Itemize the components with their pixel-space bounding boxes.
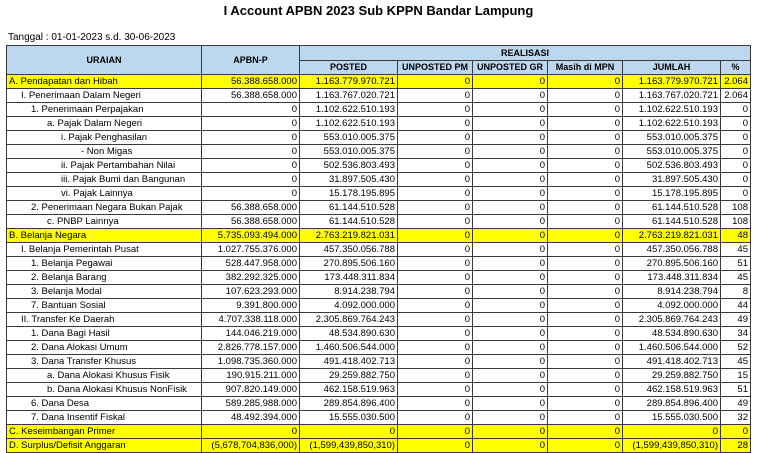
percent-cell: 32 xyxy=(721,411,751,425)
unposted-pm-cell: 0 xyxy=(398,117,473,131)
masih-mpn-cell: 0 xyxy=(548,383,623,397)
unposted-gr-cell: 0 xyxy=(473,425,548,439)
posted-cell: 270.895.506.160 xyxy=(300,257,398,271)
table-row xyxy=(7,117,751,131)
unposted-gr-cell: 0 xyxy=(473,145,548,159)
header-jumlah: JUMLAH xyxy=(623,60,721,75)
apbn-cell: 0 xyxy=(202,117,300,131)
jumlah-cell: 1.163.767.020.721 xyxy=(623,89,721,103)
jumlah-cell: 1.102.622.510.193 xyxy=(623,117,721,131)
unposted-gr-cell: 0 xyxy=(473,229,548,243)
masih-mpn-cell: 0 xyxy=(548,103,623,117)
row-label: A. Pendapatan dan Hibah xyxy=(7,75,202,89)
percent-cell: 108 xyxy=(721,215,751,229)
header-uraian: URAIAN xyxy=(7,46,202,75)
unposted-pm-cell: 0 xyxy=(398,75,473,89)
percent-cell: 52 xyxy=(721,341,751,355)
unposted-pm-cell: 0 xyxy=(398,369,473,383)
unposted-pm-cell: 0 xyxy=(398,243,473,257)
unposted-pm-cell: 0 xyxy=(398,285,473,299)
apbn-cell: 0 xyxy=(202,425,300,439)
date-range: Tanggal : 01-01-2023 s.d. 30-06-2023 xyxy=(8,32,176,43)
unposted-gr-cell: 0 xyxy=(473,187,548,201)
unposted-gr-cell: 0 xyxy=(473,411,548,425)
jumlah-cell: 289.854.896.400 xyxy=(623,397,721,411)
unposted-gr-cell: 0 xyxy=(473,299,548,313)
jumlah-cell: 2.763.219.821.031 xyxy=(623,229,721,243)
apbn-cell: 56.388.658.000 xyxy=(202,201,300,215)
jumlah-cell: 173.448.311.834 xyxy=(623,271,721,285)
jumlah-cell: 61.144.510.528 xyxy=(623,201,721,215)
row-label: D. Surplus/Defisit Anggaran xyxy=(7,439,202,453)
percent-cell: 108 xyxy=(721,201,751,215)
percent-cell: 45 xyxy=(721,355,751,369)
percent-cell: 2.064 xyxy=(721,89,751,103)
table-row xyxy=(7,439,751,453)
row-label: 1. Penerimaan Perpajakan xyxy=(7,103,202,117)
apbn-cell: 907.820.149.000 xyxy=(202,383,300,397)
jumlah-cell: 4.092.000.000 xyxy=(623,299,721,313)
masih-mpn-cell: 0 xyxy=(548,327,623,341)
header-unposted-pm: UNPOSTED PM xyxy=(398,60,473,75)
unposted-gr-cell: 0 xyxy=(473,285,548,299)
unposted-gr-cell: 0 xyxy=(473,341,548,355)
header-masih-di-mpn: Masih di MPN xyxy=(548,60,623,75)
jumlah-cell: 15.555.030.500 xyxy=(623,411,721,425)
table-row xyxy=(7,243,751,257)
apbn-cell: 382.292.325.000 xyxy=(202,271,300,285)
jumlah-cell: 1.102.622.510.193 xyxy=(623,103,721,117)
row-label: 2. Penerimaan Negara Bukan Pajak xyxy=(7,201,202,215)
unposted-pm-cell: 0 xyxy=(398,103,473,117)
apbn-cell: 0 xyxy=(202,173,300,187)
unposted-gr-cell: 0 xyxy=(473,131,548,145)
header-posted: POSTED xyxy=(300,60,398,75)
jumlah-cell: 15.178.195.895 xyxy=(623,187,721,201)
row-label: C. Keseimbangan Primer xyxy=(7,425,202,439)
unposted-gr-cell: 0 xyxy=(473,327,548,341)
jumlah-cell: 61.144.510.528 xyxy=(623,215,721,229)
row-label: I. Penerimaan Dalam Negeri xyxy=(7,89,202,103)
row-label: B. Belanja Negara xyxy=(7,229,202,243)
masih-mpn-cell: 0 xyxy=(548,201,623,215)
row-label: vi. Pajak Lainnya xyxy=(7,187,202,201)
apbn-cell: 4.707.338.118.000 xyxy=(202,313,300,327)
table-row xyxy=(7,103,751,117)
jumlah-cell: 491.418.402.713 xyxy=(623,355,721,369)
table-row xyxy=(7,145,751,159)
posted-cell: 61.144.510.528 xyxy=(300,215,398,229)
posted-cell: 0 xyxy=(300,425,398,439)
unposted-gr-cell: 0 xyxy=(473,383,548,397)
masih-mpn-cell: 0 xyxy=(548,271,623,285)
posted-cell: 1.102.622.510.193 xyxy=(300,117,398,131)
percent-cell: 0 xyxy=(721,187,751,201)
table-row xyxy=(7,187,751,201)
masih-mpn-cell: 0 xyxy=(548,341,623,355)
percent-cell: 0 xyxy=(721,173,751,187)
jumlah-cell: 553.010.005.375 xyxy=(623,145,721,159)
posted-cell: 48.534.890.630 xyxy=(300,327,398,341)
jumlah-cell: 8.914.238.794 xyxy=(623,285,721,299)
row-label: 3. Dana Transfer Khusus xyxy=(7,355,202,369)
masih-mpn-cell: 0 xyxy=(548,369,623,383)
apbn-cell: (5,678,704,836,000) xyxy=(202,439,300,453)
posted-cell: 2.305.869.764.243 xyxy=(300,313,398,327)
apbn-cell: 0 xyxy=(202,187,300,201)
unposted-pm-cell: 0 xyxy=(398,145,473,159)
unposted-pm-cell: 0 xyxy=(398,439,473,453)
jumlah-cell: (1,599,439,850,310) xyxy=(623,439,721,453)
report-title: I Account APBN 2023 Sub KPPN Bandar Lampung xyxy=(223,3,534,18)
table-row xyxy=(7,271,751,285)
header-unposted-gr: UNPOSTED GR xyxy=(473,60,548,75)
apbn-cell: 0 xyxy=(202,159,300,173)
posted-cell: 1.163.779.970.721 xyxy=(300,75,398,89)
percent-cell: 0 xyxy=(721,117,751,131)
apbn-cell: 589.285.988.000 xyxy=(202,397,300,411)
row-label: a. Pajak Dalam Negeri xyxy=(7,117,202,131)
table-row xyxy=(7,131,751,145)
unposted-gr-cell: 0 xyxy=(473,397,548,411)
jumlah-cell: 0 xyxy=(623,425,721,439)
apbn-cell: 0 xyxy=(202,103,300,117)
unposted-pm-cell: 0 xyxy=(398,131,473,145)
row-label: 2. Dana Alokasi Umum xyxy=(7,341,202,355)
percent-cell: 51 xyxy=(721,257,751,271)
posted-cell: 1.460.506.544.000 xyxy=(300,341,398,355)
unposted-gr-cell: 0 xyxy=(473,173,548,187)
posted-cell: 15.178.195.895 xyxy=(300,187,398,201)
unposted-pm-cell: 0 xyxy=(398,383,473,397)
table-row xyxy=(7,425,751,439)
masih-mpn-cell: 0 xyxy=(548,75,623,89)
jumlah-cell: 2.305.869.764.243 xyxy=(623,313,721,327)
posted-cell: 2.763.219.821.031 xyxy=(300,229,398,243)
apbn-cell: 48.492.394.000 xyxy=(202,411,300,425)
percent-cell: 44 xyxy=(721,299,751,313)
table-row xyxy=(7,215,751,229)
report-table xyxy=(6,45,751,453)
percent-cell: 0 xyxy=(721,145,751,159)
row-label: 2. Belanja Barang xyxy=(7,271,202,285)
posted-cell: 173.448.311.834 xyxy=(300,271,398,285)
unposted-pm-cell: 0 xyxy=(398,173,473,187)
row-label: 3. Belanja Modal xyxy=(7,285,202,299)
percent-cell: 45 xyxy=(721,243,751,257)
unposted-gr-cell: 0 xyxy=(473,117,548,131)
apbn-cell: 1.027.755.376.000 xyxy=(202,243,300,257)
row-label: ii. Pajak Pertambahan Nilai xyxy=(7,159,202,173)
unposted-gr-cell: 0 xyxy=(473,369,548,383)
row-label: - Non Migas xyxy=(7,145,202,159)
unposted-pm-cell: 0 xyxy=(398,257,473,271)
row-label: I. Belanja Pemerintah Pusat xyxy=(7,243,202,257)
posted-cell: 289.854.896.400 xyxy=(300,397,398,411)
unposted-pm-cell: 0 xyxy=(398,201,473,215)
percent-cell: 0 xyxy=(721,159,751,173)
unposted-pm-cell: 0 xyxy=(398,187,473,201)
apbn-cell: 56.388.658.000 xyxy=(202,89,300,103)
table-row xyxy=(7,173,751,187)
table-row xyxy=(7,313,751,327)
jumlah-cell: 48.534.890.630 xyxy=(623,327,721,341)
masih-mpn-cell: 0 xyxy=(548,131,623,145)
unposted-gr-cell: 0 xyxy=(473,271,548,285)
unposted-pm-cell: 0 xyxy=(398,159,473,173)
unposted-gr-cell: 0 xyxy=(473,201,548,215)
apbn-cell: 190.915.211.000 xyxy=(202,369,300,383)
table-row xyxy=(7,201,751,215)
jumlah-cell: 29.259.882.750 xyxy=(623,369,721,383)
unposted-gr-cell: 0 xyxy=(473,75,548,89)
posted-cell: 457.350.056.788 xyxy=(300,243,398,257)
table-row xyxy=(7,257,751,271)
row-label: a. Dana Alokasi Khusus Fisik xyxy=(7,369,202,383)
percent-cell: 15 xyxy=(721,369,751,383)
percent-cell: 48 xyxy=(721,229,751,243)
posted-cell: 553.010.005.375 xyxy=(300,131,398,145)
masih-mpn-cell: 0 xyxy=(548,299,623,313)
jumlah-cell: 553.010.005.375 xyxy=(623,131,721,145)
percent-cell: 2.064 xyxy=(721,75,751,89)
apbn-cell: 2.826.778.157.000 xyxy=(202,341,300,355)
unposted-pm-cell: 0 xyxy=(398,411,473,425)
masih-mpn-cell: 0 xyxy=(548,145,623,159)
posted-cell: (1,599,439,850,310) xyxy=(300,439,398,453)
unposted-gr-cell: 0 xyxy=(473,257,548,271)
table-row xyxy=(7,285,751,299)
masih-mpn-cell: 0 xyxy=(548,285,623,299)
unposted-pm-cell: 0 xyxy=(398,229,473,243)
unposted-gr-cell: 0 xyxy=(473,215,548,229)
posted-cell: 1.102.622.510.193 xyxy=(300,103,398,117)
unposted-pm-cell: 0 xyxy=(398,271,473,285)
masih-mpn-cell: 0 xyxy=(548,159,623,173)
row-label: 1. Dana Bagi Hasil xyxy=(7,327,202,341)
apbn-cell: 1.098.735.360.000 xyxy=(202,355,300,369)
table-row xyxy=(7,299,751,313)
masih-mpn-cell: 0 xyxy=(548,411,623,425)
masih-mpn-cell: 0 xyxy=(548,313,623,327)
masih-mpn-cell: 0 xyxy=(548,355,623,369)
masih-mpn-cell: 0 xyxy=(548,89,623,103)
unposted-gr-cell: 0 xyxy=(473,103,548,117)
row-label: 1. Belanja Pegawai xyxy=(7,257,202,271)
apbn-cell: 0 xyxy=(202,131,300,145)
unposted-pm-cell: 0 xyxy=(398,341,473,355)
row-label: II. Transfer Ke Daerah xyxy=(7,313,202,327)
row-label: iii. Pajak Bumi dan Bangunan xyxy=(7,173,202,187)
posted-cell: 29.259.882.750 xyxy=(300,369,398,383)
unposted-gr-cell: 0 xyxy=(473,159,548,173)
row-label: 7. Bantuan Sosial xyxy=(7,299,202,313)
posted-cell: 491.418.402.713 xyxy=(300,355,398,369)
header-apbn-p: APBN-P xyxy=(202,46,300,75)
posted-cell: 1.163.767.020.721 xyxy=(300,89,398,103)
unposted-gr-cell: 0 xyxy=(473,313,548,327)
unposted-pm-cell: 0 xyxy=(398,89,473,103)
report-body xyxy=(7,75,751,453)
table-row xyxy=(7,355,751,369)
posted-cell: 4.092.000.000 xyxy=(300,299,398,313)
row-label: 6. Dana Desa xyxy=(7,397,202,411)
unposted-pm-cell: 0 xyxy=(398,355,473,369)
header-percent: % xyxy=(721,60,751,75)
table-row xyxy=(7,75,751,89)
percent-cell: 34 xyxy=(721,327,751,341)
unposted-pm-cell: 0 xyxy=(398,327,473,341)
apbn-cell: 0 xyxy=(202,145,300,159)
row-label: i. Pajak Penghasilan xyxy=(7,131,202,145)
percent-cell: 49 xyxy=(721,313,751,327)
apbn-cell: 5.735.093.494.000 xyxy=(202,229,300,243)
masih-mpn-cell: 0 xyxy=(548,425,623,439)
row-label: b. Dana Alokasi Khusus NonFisik xyxy=(7,383,202,397)
percent-cell: 51 xyxy=(721,383,751,397)
unposted-pm-cell: 0 xyxy=(398,397,473,411)
posted-cell: 553.010.005.375 xyxy=(300,145,398,159)
masih-mpn-cell: 0 xyxy=(548,257,623,271)
row-label: c. PNBP Lainnya xyxy=(7,215,202,229)
percent-cell: 0 xyxy=(721,131,751,145)
table-row xyxy=(7,327,751,341)
jumlah-cell: 1.460.506.544.000 xyxy=(623,341,721,355)
header-realisasi: REALISASI xyxy=(300,46,751,61)
unposted-pm-cell: 0 xyxy=(398,299,473,313)
jumlah-cell: 1.163.779.970.721 xyxy=(623,75,721,89)
jumlah-cell: 502.536.803.493 xyxy=(623,159,721,173)
table-row xyxy=(7,89,751,103)
apbn-cell: 144.046.219.000 xyxy=(202,327,300,341)
posted-cell: 8.914.238.794 xyxy=(300,285,398,299)
jumlah-cell: 31.897.505.430 xyxy=(623,173,721,187)
unposted-pm-cell: 0 xyxy=(398,215,473,229)
masih-mpn-cell: 0 xyxy=(548,439,623,453)
table-row xyxy=(7,411,751,425)
table-row xyxy=(7,159,751,173)
unposted-gr-cell: 0 xyxy=(473,439,548,453)
unposted-gr-cell: 0 xyxy=(473,243,548,257)
table-row xyxy=(7,369,751,383)
percent-cell: 0 xyxy=(721,103,751,117)
jumlah-cell: 270.895.506.160 xyxy=(623,257,721,271)
posted-cell: 61.144.510.528 xyxy=(300,201,398,215)
percent-cell: 45 xyxy=(721,271,751,285)
masih-mpn-cell: 0 xyxy=(548,215,623,229)
posted-cell: 462.158.519.963 xyxy=(300,383,398,397)
masih-mpn-cell: 0 xyxy=(548,229,623,243)
percent-cell: 0 xyxy=(721,425,751,439)
apbn-cell: 56.388.658.000 xyxy=(202,75,300,89)
posted-cell: 15.555.030.500 xyxy=(300,411,398,425)
table-row xyxy=(7,229,751,243)
jumlah-cell: 457.350.056.788 xyxy=(623,243,721,257)
table-row xyxy=(7,341,751,355)
masih-mpn-cell: 0 xyxy=(548,117,623,131)
percent-cell: 49 xyxy=(721,397,751,411)
unposted-gr-cell: 0 xyxy=(473,355,548,369)
masih-mpn-cell: 0 xyxy=(548,187,623,201)
percent-cell: 28 xyxy=(721,439,751,453)
table-row xyxy=(7,383,751,397)
percent-cell: 8 xyxy=(721,285,751,299)
apbn-cell: 9.391.800.000 xyxy=(202,299,300,313)
table-row xyxy=(7,397,751,411)
unposted-pm-cell: 0 xyxy=(398,425,473,439)
posted-cell: 502.536.803.493 xyxy=(300,159,398,173)
masih-mpn-cell: 0 xyxy=(548,243,623,257)
apbn-cell: 107.623.293.000 xyxy=(202,285,300,299)
apbn-cell: 56.388.658.000 xyxy=(202,215,300,229)
masih-mpn-cell: 0 xyxy=(548,173,623,187)
unposted-pm-cell: 0 xyxy=(398,313,473,327)
masih-mpn-cell: 0 xyxy=(548,397,623,411)
posted-cell: 31.897.505.430 xyxy=(300,173,398,187)
unposted-gr-cell: 0 xyxy=(473,89,548,103)
jumlah-cell: 462.158.519.963 xyxy=(623,383,721,397)
apbn-cell: 528.447.958.000 xyxy=(202,257,300,271)
row-label: 7. Dana Insentif Fiskal xyxy=(7,411,202,425)
